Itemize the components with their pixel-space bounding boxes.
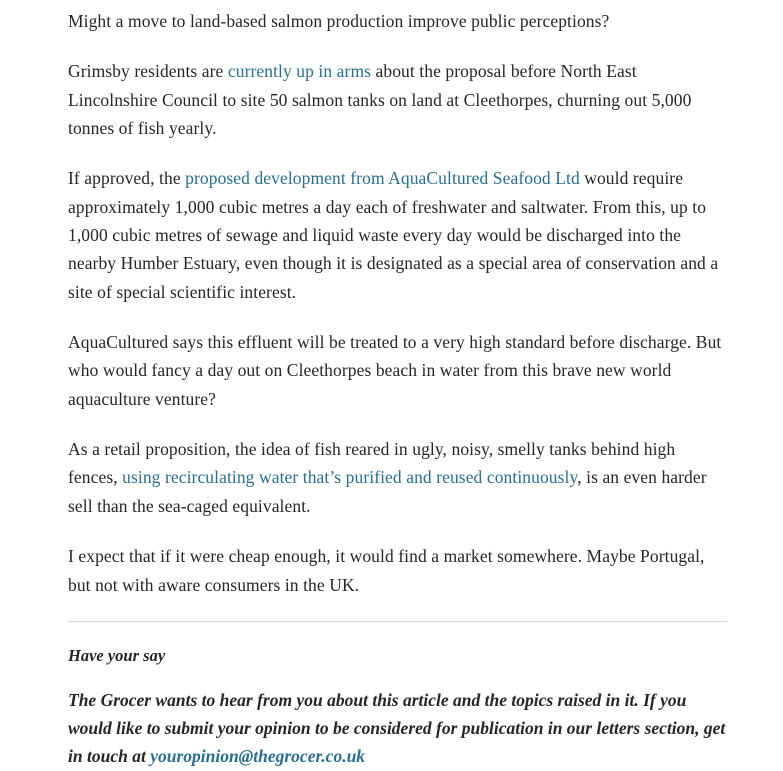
text-lede-question-0: Might a move to land-based salmon production improve public perceptions? [68, 11, 610, 31]
text-proposed-development-0: If approved, the [68, 168, 186, 189]
link-grimsby-residents-1[interactable]: currently up in arms [227, 61, 372, 82]
paragraph-proposed-development [68, 164, 727, 306]
link-retail-proposition-1[interactable]: using recirculating water that’s purified and reused continuously [122, 467, 578, 488]
link-proposed-development-1[interactable]: proposed development from AquaCultured Seafood Ltd [185, 168, 580, 189]
section-divider [68, 621, 727, 622]
have-your-say-heading: Have your say [68, 645, 166, 665]
paragraph-lede-question [68, 0, 727, 35]
text-grimsby-residents-0: Grimsby residents are [68, 61, 228, 82]
paragraph-effluent-treatment [68, 328, 727, 413]
text-effluent-treatment-0: AquaCultured says this effluent will be treated to a very high standard before discharge. But who would fancy a day out on Cleethorpes beach in water from this brave new world aquaculture venture? [68, 332, 722, 409]
text-grimsby-residents-2: about the proposal before North East Lincolnshire Council to site 50 salmon tanks on land at Cleethorpes, churning out 5,000 tonnes of fish yearly. [68, 61, 692, 139]
text-retail-proposition-0: As a retail proposition, the idea of fish reared in ugly, noisy, smelly tanks behind high fences, [68, 439, 676, 488]
text-cheap-enough-0: I expect that if it were cheap enough, it would find a market somewhere. Maybe Portugal, but not with aware consumers in the UK. [68, 546, 705, 595]
paragraph-retail-proposition [68, 435, 727, 520]
text-retail-proposition-2: , is an even harder sell than the sea-caged equivalent. [68, 467, 707, 516]
text-proposed-development-2: would require approximately 1,000 cubic metres a day each of freshwater and saltwater. From this, up to 1,000 cubic metres of sewage and liquid waste every day would be discharged into the nearby Humber Estuary, even though it is designated as a special area of conservation and a site of special scientific interest. [68, 168, 719, 302]
your-opinion-email-link[interactable]: youropinion@thegrocer.co.uk [150, 746, 366, 767]
paragraph-grimsby-residents [68, 57, 727, 142]
have-your-say-text: The Grocer wants to hear from you about this article and the topics raised in it. If you would like to submit your opinion to be considered for publication in our letters section, get in touch at [68, 689, 726, 767]
paragraph-cheap-enough [68, 542, 727, 599]
have-your-say-body [68, 686, 727, 771]
